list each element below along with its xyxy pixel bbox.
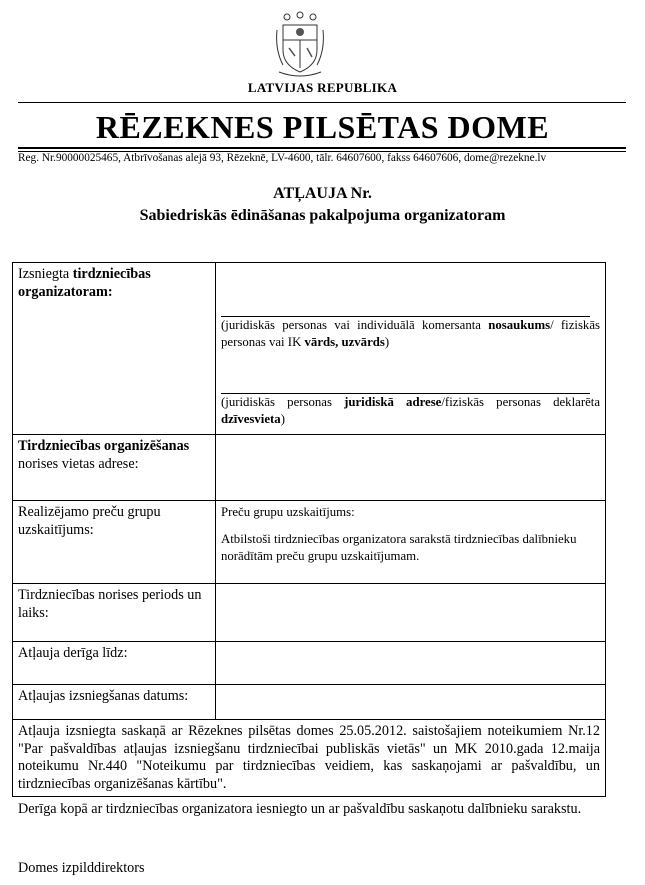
organizer-name-line <box>221 300 590 317</box>
header-divider-thick <box>18 147 626 149</box>
location-value <box>216 435 606 501</box>
signatory-title: Domes izpilddirektors <box>18 860 145 876</box>
goods-value-title: Preču grupu uzskaitījums: <box>221 505 355 519</box>
valid-until-value <box>216 642 606 685</box>
legal-basis-text: Atļauja izsniegta saskaņā ar Rēzeknes pilsētas domes 25.05.2012. saistošajiem noteikumiem Nr.12 "Par pašvaldības atļaujas izsniegšanu tirdzniecībai publiskās vietās" un MK 2010.gada 12.maija noteikumu Nr.440 "Noteikumu par tirdzniecības veidiem, kas saskaņojami ar pašvaldību, un tirdzniecības organizēšanas kārtību". <box>13 720 606 797</box>
header-divider <box>18 102 626 103</box>
period-label: Tirdzniecības norises periods un laiks: <box>13 584 216 642</box>
table-row <box>13 501 606 584</box>
latvia-coat-of-arms-icon <box>273 10 327 78</box>
organizer-address-line <box>221 377 590 394</box>
council-name: RĒZEKNES PILSĒTAS DOME <box>95 109 550 145</box>
organizer-address-note: (juridiskās personas juridiskā adrese/fiziskās personas deklarēta dzīvesvieta) <box>221 395 600 426</box>
organizer-name-note: (juridiskās personas vai individuālā komersanta nosaukums/ fiziskās personas vai IK vārds, uzvārds) <box>221 318 600 349</box>
goods-value <box>216 501 606 584</box>
document-title: ATĻAUJA Nr. <box>273 185 372 202</box>
issued-to-value <box>216 263 606 435</box>
republic-label: LATVIJAS REPUBLIKA <box>247 80 398 95</box>
table-row <box>13 584 606 642</box>
table-row <box>13 685 606 720</box>
period-value <box>216 584 606 642</box>
table-row <box>13 435 606 501</box>
issue-date-label: Atļaujas izsniegšanas datums: <box>13 685 216 720</box>
table-row <box>13 263 606 435</box>
issue-date-value <box>216 685 606 720</box>
issued-to-label: Izsniegta tirdzniecības organizatoram: <box>13 263 216 435</box>
valid-until-label: Atļauja derīga līdz: <box>13 642 216 685</box>
permit-form-table <box>12 262 606 797</box>
contact-details: Reg. Nr.90000025465, Atbrīvošanas alejā 93, Rēzeknē, LV-4600, tālr. 64607600, fakss 64607606, dome@rezekne.lv <box>18 152 547 164</box>
goods-label: Realizējamo preču grupu uzskaitījums: <box>13 501 216 584</box>
table-row <box>13 720 606 797</box>
goods-value-text: Atbilstoši tirdzniecības organizatora sarakstā tirdzniecības dalībnieku norādītām preču grupu uzskaitījumam. <box>221 532 577 563</box>
location-label: Tirdzniecības organizēšanas norises vietas adrese: <box>13 435 216 501</box>
validity-note: Derīga kopā ar tirdzniecības organizatora iesniegto un ar pašvaldību saskaņotu dalībnieku sarakstu. <box>18 801 582 817</box>
document-subtitle: Sabiedriskās ēdināšanas pakalpojuma organizatoram <box>139 207 506 224</box>
table-row <box>13 642 606 685</box>
